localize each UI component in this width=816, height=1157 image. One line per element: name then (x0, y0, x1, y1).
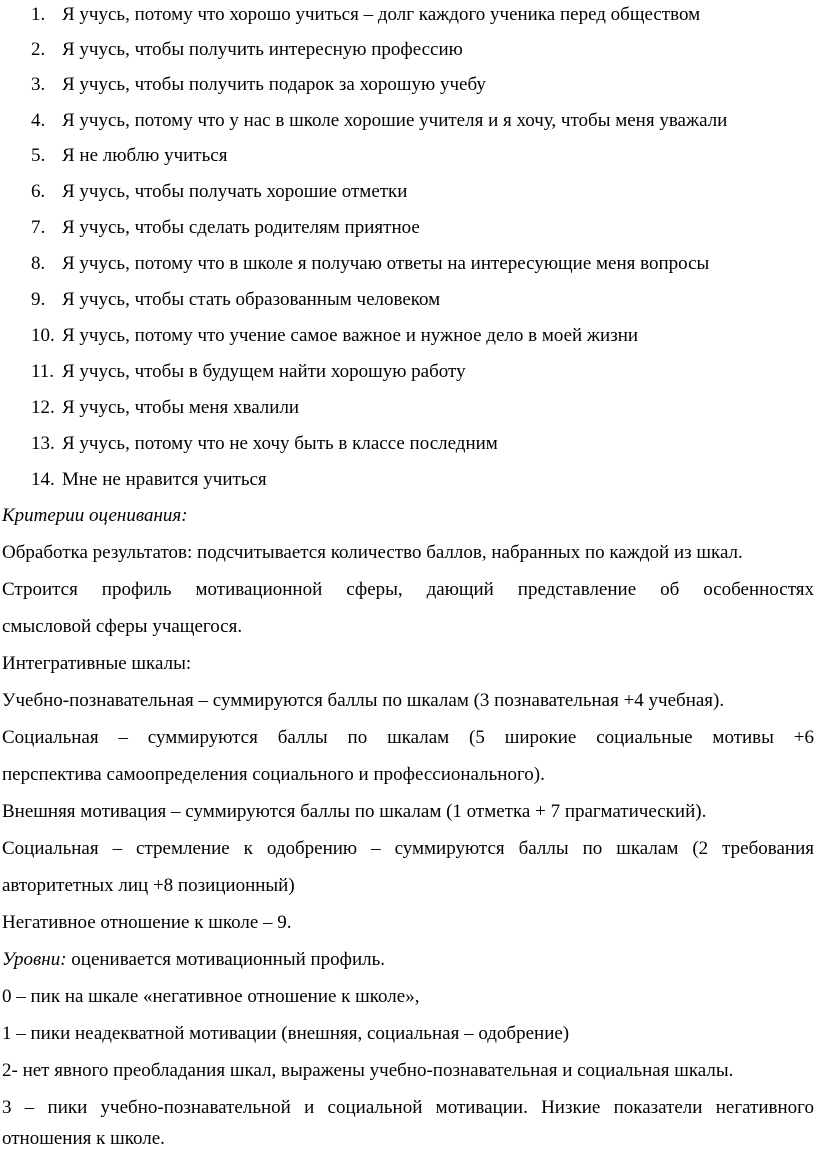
item-number: 2. (31, 39, 46, 60)
item-number: 3. (31, 74, 46, 95)
processing-text-line: смысловой сферы учащегося. (2, 616, 243, 637)
item-text: Я учусь, потому что не хочу быть в классе последним (62, 433, 498, 454)
scale-cognitive: Учебно-познавательная – суммируются баллы по шкалам (3 познавательная +4 учебная). (2, 690, 725, 711)
item-number: 6. (31, 181, 46, 202)
level-2: 2- нет явного преобладания шкал, выражены учебно-познавательная и социальная шкалы. (2, 1060, 734, 1081)
scale-approval-line: Социальная – стремление к одобрению – суммируются баллы по шкалам (2 требования (2, 838, 814, 859)
item-text: Я не люблю учиться (62, 145, 228, 166)
item-text: Я учусь, потому что хорошо учиться – долг каждого ученика перед обществом (62, 4, 701, 25)
processing-text-line: Обработка результатов: подсчитывается количество баллов, набранных по каждой из шкал. (2, 542, 743, 563)
item-number: 5. (31, 145, 46, 166)
level-3-line: отношения к школе. (2, 1128, 165, 1149)
level-1: 1 – пики неадекватной мотивации (внешняя, социальная – одобрение) (2, 1023, 570, 1044)
integrative-scales-heading: Интегративные шкалы: (2, 653, 192, 674)
level-0: 0 – пик на шкале «негативное отношение к школе», (2, 986, 420, 1007)
item-number: 4. (31, 110, 46, 131)
scale-social-line: Социальная – суммируются баллы по шкалам (5 широкие социальные мотивы +6 (2, 727, 814, 748)
item-text: Я учусь, чтобы стать образованным человеком (62, 289, 441, 310)
item-text: Мне не нравится учиться (62, 469, 267, 490)
item-text: Я учусь, потому что учение самое важное и нужное дело в моей жизни (62, 325, 639, 346)
levels-label: Уровни: (2, 949, 67, 970)
item-text: Я учусь, чтобы в будущем найти хорошую работу (62, 361, 466, 382)
item-number: 8. (31, 253, 46, 274)
level-3-line: 3 – пики учебно-познавательной и социальной мотивации. Низкие показатели негативного (2, 1097, 814, 1118)
item-number: 12. (31, 397, 55, 418)
item-number: 1. (31, 4, 46, 25)
scale-external: Внешняя мотивация – суммируются баллы по шкалам (1 отметка + 7 прагматический). (2, 801, 707, 822)
item-text: Я учусь, чтобы получать хорошие отметки (62, 181, 408, 202)
item-text: Я учусь, потому что в школе я получаю ответы на интересующие меня вопросы (62, 253, 710, 274)
item-number: 10. (31, 325, 55, 346)
scale-approval-line: авторитетных лиц +8 позиционный) (2, 875, 295, 896)
scale-social-line: перспектива самоопределения социального и профессионального). (2, 764, 545, 785)
item-text: Я учусь, чтобы получить подарок за хорошую учебу (62, 74, 486, 95)
scale-negative: Негативное отношение к школе – 9. (2, 912, 292, 933)
item-number: 13. (31, 433, 55, 454)
levels-heading (2, 945, 814, 975)
item-number: 7. (31, 217, 46, 238)
item-number: 9. (31, 289, 46, 310)
item-text: Я учусь, чтобы сделать родителям приятное (62, 217, 420, 238)
levels-intro: оценивается мотивационный профиль. (66, 949, 386, 970)
processing-text-line: Строится профиль мотивационной сферы, дающий представление об особенностях (2, 579, 814, 600)
item-number: 14. (31, 469, 55, 490)
item-text: Я учусь, потому что у нас в школе хорошие учителя и я хочу, чтобы меня уважали (62, 110, 728, 131)
item-text: Я учусь, чтобы получить интересную профессию (62, 39, 463, 60)
item-text: Я учусь, чтобы меня хвалили (62, 397, 300, 418)
item-number: 11. (31, 361, 55, 382)
criteria-heading: Критерии оценивания: (2, 505, 188, 526)
